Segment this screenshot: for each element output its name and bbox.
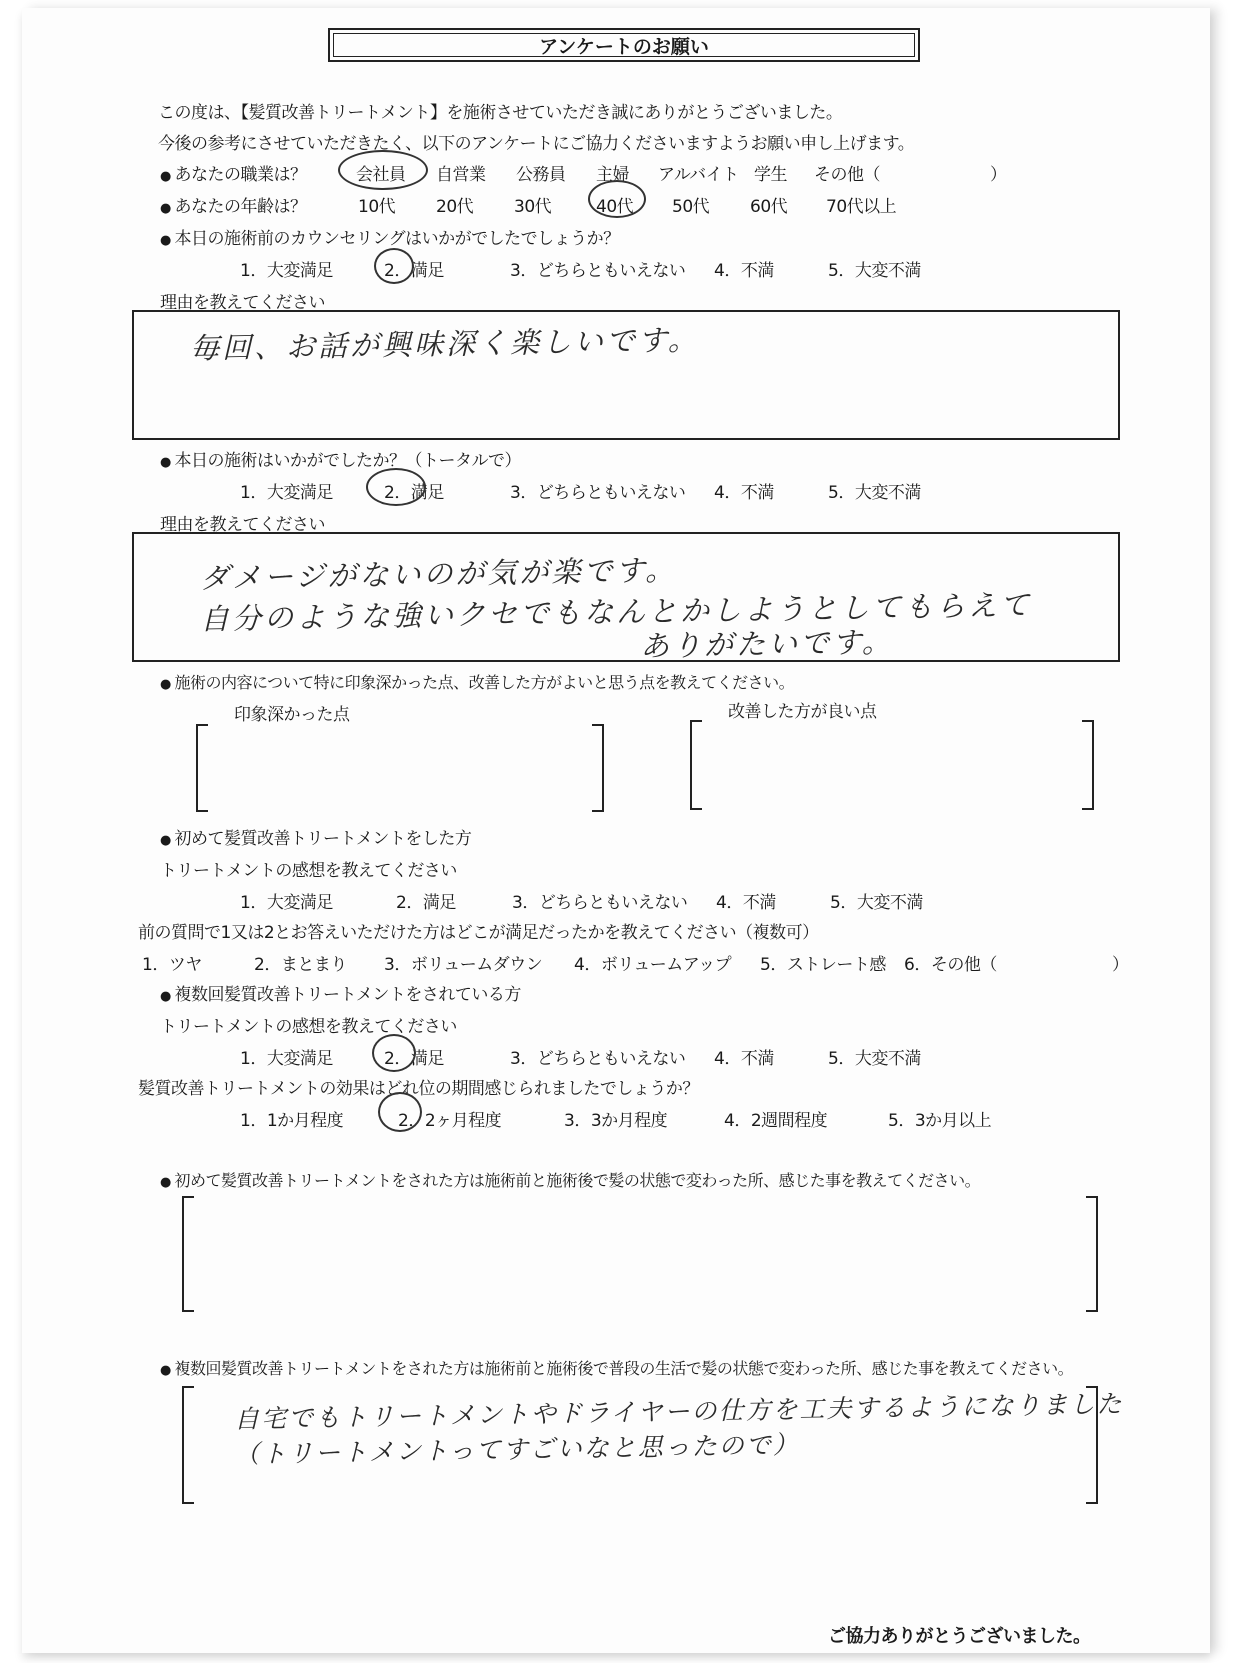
first-sub: トリートメントの感想を教えてください: [160, 861, 457, 881]
occupation-option-self[interactable]: 自営業: [436, 165, 486, 185]
total-handwritten-line-3: ありがたいです。: [639, 624, 894, 664]
selection-circle: [588, 180, 646, 218]
age-option-70[interactable]: 70代以上: [826, 197, 897, 217]
impression-good-label: 印象深かった点: [234, 705, 350, 725]
counseling-option-3[interactable]: 3．どちらともいえない: [510, 261, 686, 281]
occupation-other-close: ）: [990, 165, 1007, 185]
counseling-option-4[interactable]: 4．不満: [714, 261, 774, 281]
occupation-label: ● あなたの職業は？: [160, 160, 306, 185]
period-option-1[interactable]: 1．1か月程度: [240, 1111, 344, 1131]
counseling-reason-box[interactable]: [132, 310, 1120, 440]
period-option-4[interactable]: 4．2週間程度: [724, 1111, 828, 1131]
age-option-60[interactable]: 60代: [750, 197, 788, 217]
age-label: ● あなたの年齢は？: [160, 192, 306, 217]
impression-question: ● 施術の内容について特に印象深かった点、改善した方がよいと思う点を教えてください。: [160, 670, 794, 693]
repeat-option-2[interactable]: 2．満足: [384, 1049, 444, 1069]
occupation-option-public[interactable]: 公務員: [516, 165, 566, 185]
counseling-question: ● 本日の施術前のカウンセリングはいかがでしたでしょうか？: [160, 224, 620, 249]
first-heading: ● 初めて髪質改善トリートメントをした方: [160, 824, 471, 849]
first-option-3[interactable]: 3．どちらともいえない: [512, 893, 688, 913]
period-option-2[interactable]: 2．2ヶ月程度: [398, 1111, 502, 1131]
total-reason-box[interactable]: [132, 532, 1120, 662]
impression-improve-bracket-right: [1082, 720, 1094, 810]
first-option-1[interactable]: 1．大変満足: [240, 893, 333, 913]
followup-other-close: ）: [1112, 955, 1129, 975]
occupation-option-parttime[interactable]: アルバイト: [658, 165, 739, 185]
total-option-3[interactable]: 3．どちらともいえない: [510, 483, 686, 503]
occupation-option-company[interactable]: 会社員: [356, 165, 406, 185]
followup-option-6[interactable]: 6．その他（: [904, 955, 997, 975]
counseling-handwritten-answer: 毎回、お話が興味深く楽しいです。: [189, 322, 700, 366]
selection-circle: [338, 150, 428, 190]
total-handwritten-line-2: 自分のような強いクセでもなんとかしようとしてもらえて: [199, 587, 1033, 637]
selection-circle: [372, 1034, 416, 1072]
impression-good-bracket-right: [592, 724, 604, 812]
total-reason-label: 理由を教えてください: [160, 515, 325, 535]
age-option-20[interactable]: 20代: [436, 197, 474, 217]
period-option-3[interactable]: 3．3か月程度: [564, 1111, 668, 1131]
page-title: アンケートのお願い: [539, 35, 709, 58]
first-followup-question: 前の質問で1又は2とお答えいただけた方はどこが満足だったかを教えてください（複数可）: [138, 923, 819, 943]
total-option-5[interactable]: 5．大変不満: [828, 483, 921, 503]
repeat-sub: トリートメントの感想を教えてください: [160, 1017, 457, 1037]
counseling-option-5[interactable]: 5．大変不満: [828, 261, 921, 281]
selection-circle: [374, 248, 414, 284]
total-handwritten-line-1: ダメージがないのが気が楽です。: [199, 552, 678, 596]
repeat-period-question: 髪質改善トリートメントの効果はどれ位の期間感じられましたでしょうか？: [138, 1079, 699, 1099]
repeat-option-1[interactable]: 1．大変満足: [240, 1049, 333, 1069]
followup-option-1[interactable]: 1．ツヤ: [142, 955, 202, 975]
impression-improve-bracket-left: [690, 720, 702, 810]
followup-option-3[interactable]: 3．ボリュームダウン: [384, 955, 543, 975]
selection-circle: [378, 1092, 422, 1132]
intro-line-1: この度は、【髪質改善トリートメント】を施術させていただき誠にありがとうございました。: [158, 103, 843, 123]
selection-circle: [366, 468, 426, 506]
repeat-change-handwritten-line-1: 自宅でもトリートメントやドライヤーの仕方を工夫するようになりました: [233, 1389, 1124, 1434]
first-option-4[interactable]: 4．不満: [716, 893, 776, 913]
impression-good-field[interactable]: [210, 730, 590, 806]
counseling-option-2[interactable]: 2．満足: [384, 261, 444, 281]
first-option-5[interactable]: 5．大変不満: [830, 893, 923, 913]
impression-improve-label: 改善した方が良い点: [728, 702, 877, 722]
repeat-heading: ● 複数回髪質改善トリートメントをされている方: [160, 980, 521, 1005]
followup-option-5[interactable]: 5．ストレート感: [760, 955, 886, 975]
period-option-5[interactable]: 5．3か月以上: [888, 1111, 992, 1131]
total-option-2[interactable]: 2．満足: [384, 483, 444, 503]
first-change-field[interactable]: [196, 1200, 1084, 1308]
followup-option-2[interactable]: 2．まとまり: [254, 955, 347, 975]
total-question: ● 本日の施術はいかがでしたか？（トータルで）: [160, 446, 521, 471]
first-change-bracket-left: [182, 1196, 194, 1312]
repeat-option-4[interactable]: 4．不満: [714, 1049, 774, 1069]
footer-thanks: ご協力ありがとうございました。: [828, 1626, 1091, 1647]
counseling-option-1[interactable]: 1．大変満足: [240, 261, 333, 281]
repeat-change-handwritten-line-2: （トリートメントってすごいなと思ったので）: [233, 1430, 801, 1469]
occupation-option-housewife[interactable]: 主婦: [596, 165, 629, 185]
total-option-4[interactable]: 4．不満: [714, 483, 774, 503]
repeat-change-question: ● 複数回髪質改善トリートメントをされた方は施術前と施術後で普段の生活で髪の状態で変わった所、感じた事を教えてください。: [160, 1356, 1073, 1379]
impression-improve-field[interactable]: [704, 726, 1080, 806]
occupation-option-other[interactable]: その他（: [814, 165, 880, 185]
age-option-50[interactable]: 50代: [672, 197, 710, 217]
first-option-2[interactable]: 2．満足: [396, 893, 456, 913]
first-change-question: ● 初めて髪質改善トリートメントをされた方は施術前と施術後で髪の状態で変わった所、感じた事を教えてください。: [160, 1168, 980, 1191]
age-option-10[interactable]: 10代: [358, 197, 396, 217]
occupation-option-student[interactable]: 学生: [754, 165, 787, 185]
title-frame: [328, 28, 920, 62]
repeat-option-5[interactable]: 5．大変不満: [828, 1049, 921, 1069]
repeat-change-bracket-left: [182, 1386, 194, 1504]
followup-option-4[interactable]: 4．ボリュームアップ: [574, 955, 732, 975]
counseling-reason-label: 理由を教えてください: [160, 293, 325, 313]
impression-good-bracket-left: [196, 724, 208, 812]
repeat-option-3[interactable]: 3．どちらともいえない: [510, 1049, 686, 1069]
repeat-change-field[interactable]: [196, 1389, 1124, 1500]
age-option-30[interactable]: 30代: [514, 197, 552, 217]
total-option-1[interactable]: 1．大変満足: [240, 483, 333, 503]
first-change-bracket-right: [1086, 1196, 1098, 1312]
intro-line-2: 今後の参考にさせていただきたく、以下のアンケートにご協力くださいますようお願い申し上げます。: [158, 134, 915, 154]
age-option-40[interactable]: 40代: [596, 197, 634, 217]
